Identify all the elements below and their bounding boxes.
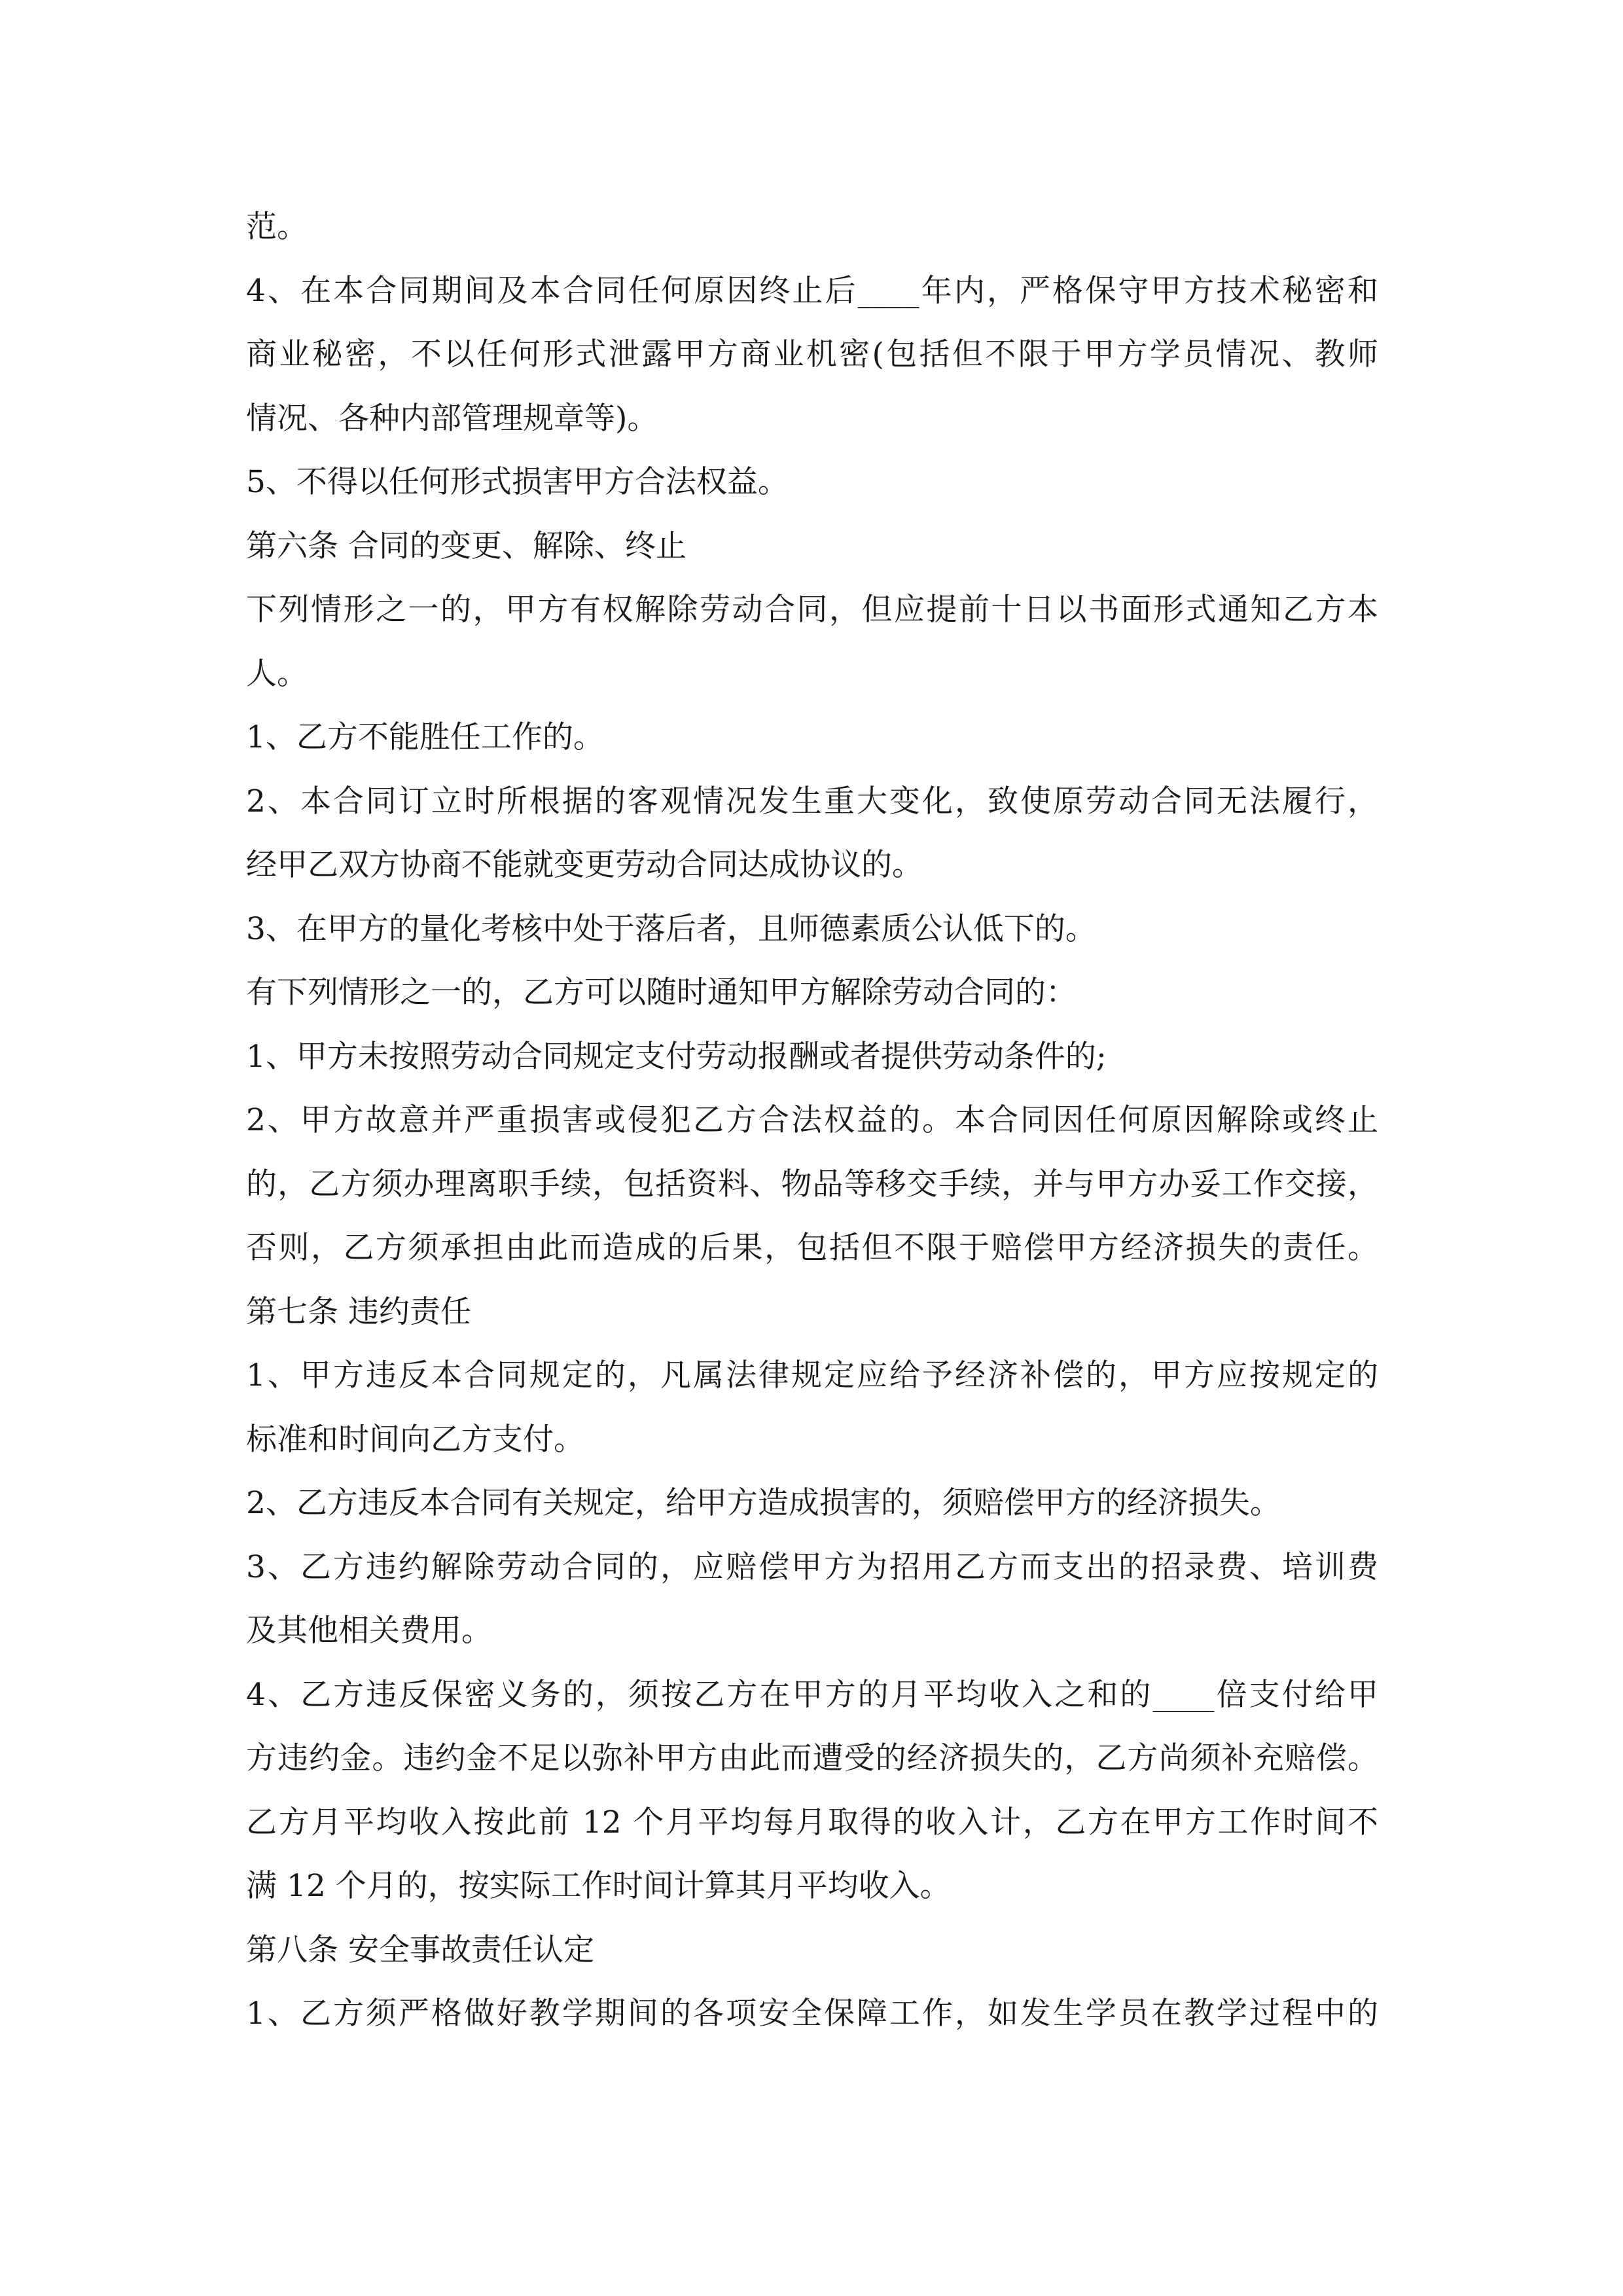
text-line: 否则，乙方须承担由此而造成的后果，包括但不限于赔偿甲方经济损失的责任。 [246, 1230, 1378, 1266]
text-line: 满 12 个月的，按实际工作时间计算其月平均收入。 [246, 1868, 951, 1904]
text-line: 乙方月平均收入按此前 12 个月平均每月取得的收入计，乙方在甲方工作时间不 [246, 1804, 1378, 1840]
text-line: 标准和时间向乙方支付。 [246, 1421, 584, 1458]
text-line: 1、乙方须严格做好教学期间的各项安全保障工作，如发生学员在教学过程中的 [246, 1996, 1378, 2032]
section-heading: 第八条 安全事故责任认定 [246, 1931, 594, 1968]
text-line: 2、本合同订立时所根据的客观情况发生重大变化，致使原劳动合同无法履行， [246, 783, 1378, 819]
text-line: 2、甲方故意并严重损害或侵犯乙方合法权益的。本合同因任何原因解除或终止 [246, 1102, 1378, 1138]
section-heading: 第七条 违约责任 [246, 1293, 471, 1330]
text-line: 人。 [246, 655, 308, 692]
text-line: 经甲乙双方协商不能就变更劳动合同达成协议的。 [246, 847, 923, 883]
text-line: 情况、各种内部管理规章等)。 [246, 400, 658, 437]
section-heading: 第六条 合同的变更、解除、终止 [246, 528, 687, 564]
text-line: 范。 [246, 209, 308, 245]
text-line: 方违约金。违约金不足以弥补甲方由此而遭受的经济损失的，乙方尚须补充赔偿。 [246, 1740, 1378, 1776]
text-line: 3、乙方违约解除劳动合同的，应赔偿甲方为招用乙方而支出的招录费、培训费 [246, 1549, 1378, 1585]
text-line: 4、在本合同期间及本合同任何原因终止后____年内，严格保守甲方技术秘密和 [246, 272, 1378, 309]
text-line: 的，乙方须办理离职手续，包括资料、物品等移交手续，并与甲方办妥工作交接， [246, 1166, 1378, 1202]
text-line: 4、乙方违反保密义务的，须按乙方在甲方的月平均收入之和的____倍支付给甲 [246, 1676, 1378, 1713]
text-line: 2、乙方违反本合同有关规定，给甲方造成损害的，须赔偿甲方的经济损失。 [246, 1485, 1281, 1521]
text-line: 1、甲方违反本合同规定的，凡属法律规定应给予经济补偿的，甲方应按规定的 [246, 1357, 1378, 1393]
text-line: 1、乙方不能胜任工作的。 [246, 719, 604, 755]
text-line: 5、不得以任何形式损害甲方合法权益。 [246, 464, 789, 500]
text-line: 商业秘密，不以任何形式泄露甲方商业机密(包括但不限于甲方学员情况、教师 [246, 336, 1378, 372]
document-page [246, 195, 1378, 2046]
text-line: 有下列情形之一的，乙方可以随时通知甲方解除劳动合同的： [246, 975, 1077, 1011]
text-line: 下列情形之一的，甲方有权解除劳动合同，但应提前十日以书面形式通知乙方本 [246, 592, 1378, 628]
text-line: 1、甲方未按照劳动合同规定支付劳动报酬或者提供劳动条件的; [246, 1038, 1107, 1075]
text-line: 3、在甲方的量化考核中处于落后者，且师德素质公认低下的。 [246, 910, 1096, 947]
text-line: 及其他相关费用。 [246, 1613, 492, 1649]
